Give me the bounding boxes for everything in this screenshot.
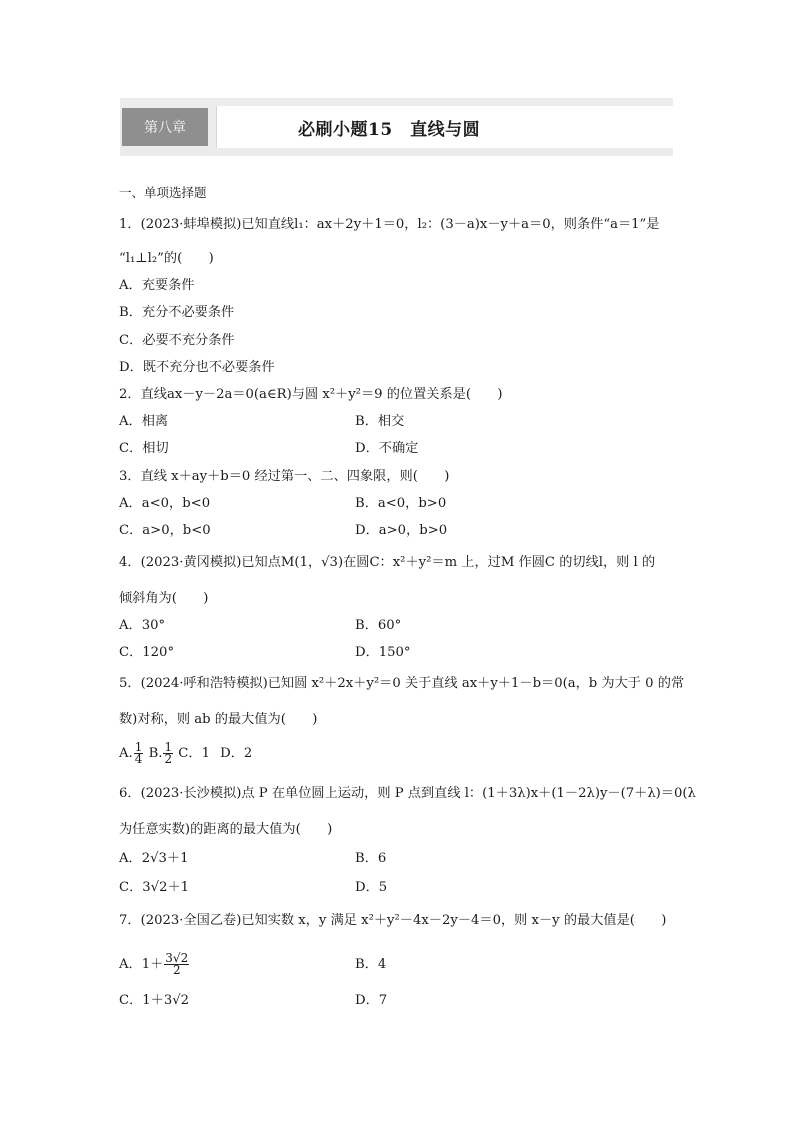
question-2-option-d: D．不确定 [355, 441, 419, 456]
question-3-option-d: D．a>0，b>0 [355, 523, 448, 538]
chapter-tag: 第八章 [122, 108, 208, 146]
question-5-option-c: C．1 [178, 746, 210, 761]
question-4-stem: 4．(2023·黄冈模拟)已知点M(1，√3)在圆C：x²＋y²＝m 上，过M 作圆C 的切线l，则 l 的 [119, 555, 656, 570]
question-1-option-b: B．充分不必要条件 [119, 305, 235, 320]
question-4-option-d: D．150° [355, 645, 411, 660]
fraction-numerator: 3√2 [165, 951, 189, 965]
question-5-stem: 5．(2024·呼和浩特模拟)已知圆 x²＋2x＋y²＝0 关于直线 ax＋y＋1－b＝0(a，b 为大于 0 的常 [119, 676, 685, 691]
question-6-stem: 6．(2023·长沙模拟)点 P 在单位圆上运动，则 P 点到直线 l：(1＋3λ)x＋(1－2λ)y－(7＋λ)＝0(λ [119, 786, 696, 801]
question-7-option-a-prefix: A．1＋ [119, 957, 164, 972]
question-7-option-a-fraction [164, 953, 189, 976]
question-7-option-c: C．1＋3√2 [119, 993, 190, 1008]
section-heading: 一、单项选择题 [119, 185, 207, 200]
question-2-option-a: A．相离 [119, 414, 169, 429]
question-5-option-a-fraction [134, 742, 144, 765]
question-1-option-a: A．充要条件 [119, 278, 195, 293]
question-1-option-c: C．必要不充分条件 [119, 333, 235, 348]
question-3-stem: 3．直线 x＋ay＋b＝0 经过第一、二、四象限，则( ) [119, 469, 450, 484]
question-4-option-b: B．60° [355, 618, 402, 633]
question-1-stem-cont: “l₁⊥l₂”的( ) [119, 251, 214, 266]
question-4-option-c: C．120° [119, 645, 175, 660]
question-3-option-b: B．a<0，b>0 [355, 496, 447, 511]
fraction-numerator: 1 [164, 740, 173, 754]
question-5-option-a-label: A. [119, 746, 133, 761]
question-6-option-c: C．3√2＋1 [119, 880, 190, 895]
question-6-option-d: D．5 [355, 880, 388, 895]
question-2-option-c: C．相切 [119, 441, 169, 456]
question-6-stem-cont: 为任意实数)的距离的最大值为( ) [119, 822, 333, 837]
question-5-option-b-fraction [163, 742, 173, 765]
fraction-denominator: 2 [172, 963, 181, 977]
question-4-option-a: A．30° [119, 618, 166, 633]
question-2-stem: 2．直线ax－y－2a＝0(a∈R)与圆 x²＋y²＝9 的位置关系是( ) [119, 387, 503, 402]
question-5-stem-cont: 数)对称，则 ab 的最大值为( ) [119, 712, 318, 727]
question-5-option-d: D．2 [220, 746, 253, 761]
question-4-stem-cont: 倾斜角为( ) [119, 591, 209, 606]
question-3-option-a: A．a<0，b<0 [119, 496, 211, 511]
fraction-denominator: 2 [164, 752, 173, 766]
question-6-option-a: A．2√3＋1 [119, 851, 189, 866]
question-1-stem: 1．(2023·蚌埠模拟)已知直线l₁：ax＋2y＋1＝0，l₂：(3－a)x－y＋a＝0，则条件“a＝1”是 [119, 217, 660, 232]
fraction-denominator: 4 [134, 752, 143, 766]
question-7-stem: 7．(2023·全国乙卷)已知实数 x，y 满足 x²＋y²－4x－2y－4＝0，则 x－y 的最大值是( ) [119, 913, 667, 928]
question-7-option-d: D．7 [355, 993, 388, 1008]
question-7-options-row-1 [119, 948, 679, 982]
question-7-option-b: B．4 [355, 957, 387, 972]
fraction-numerator: 1 [134, 740, 143, 754]
question-1-option-d: D．既不充分也不必要条件 [119, 360, 275, 375]
question-2-option-b: B．相交 [355, 414, 405, 429]
question-6-option-b: B．6 [355, 851, 387, 866]
question-5-options [119, 740, 252, 768]
question-3-option-c: C．a>0，b<0 [119, 523, 211, 538]
question-5-option-b-label: B. [148, 746, 163, 761]
page-title: 必刷小题15 直线与圆 [298, 120, 481, 140]
question-7-option-a [119, 948, 190, 982]
